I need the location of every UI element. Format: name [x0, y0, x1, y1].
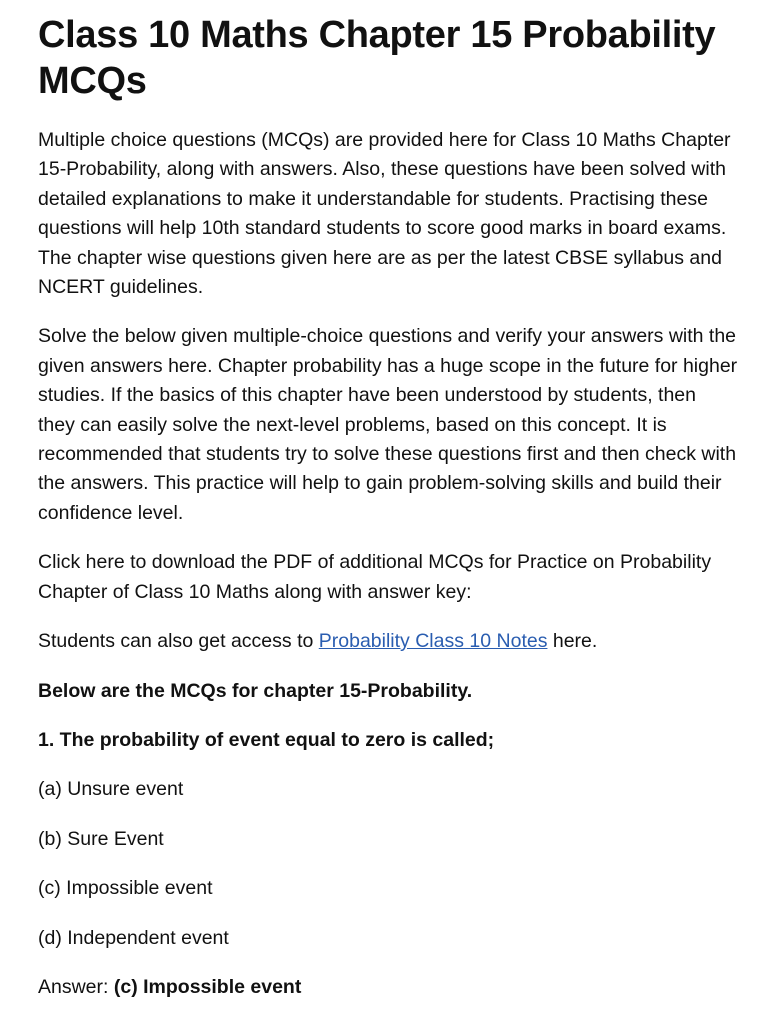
option-d: (d) Independent event	[38, 926, 229, 949]
intro-paragraph-1: Multiple choice questions (MCQs) are provided here for Class 10 Maths Chapter 15-Probability, along with answers. Also, these questions have been solved with detailed explanations to make it understandable for students. Practising these questions will help 10th standard students to score good marks in board exams. The chapter wise questions given here are as per the latest CBSE syllabus and NCERT guidelines.	[38, 129, 731, 299]
article	[38, 12, 738, 1022]
notes-prefix: Students can also get access to	[38, 630, 319, 653]
answer-value: (c) Impossible event	[113, 975, 302, 998]
option-b: (b) Sure Event	[38, 827, 164, 850]
download-paragraph: Click here to download the PDF of additional MCQs for Practice on Probability Chapter of Class 10 Maths along with answer key:	[38, 551, 712, 603]
page-title: Class 10 Maths Chapter 15 Probability MCQs	[38, 14, 716, 102]
notes-suffix: here.	[547, 630, 598, 653]
option-c: (c) Impossible event	[38, 877, 213, 900]
mcq-heading: Below are the MCQs for chapter 15-Probability.	[38, 679, 473, 702]
answer-label: Answer:	[38, 975, 114, 998]
answer-line	[38, 973, 738, 1002]
option-a: (a) Unsure event	[38, 778, 184, 801]
intro-paragraph-2: Solve the below given multiple-choice questions and verify your answers with the given answers here. Chapter probability has a huge scope in the future for higher studies. If the basics of this chapter have been understood by students, then they can easily solve the next-level problems, based on this concept. It is recommended that students try to solve these questions first and then check with the answers. This practice will help to gain problem-solving skills and build their confidence level.	[38, 325, 738, 524]
question-1: 1. The probability of event equal to zero is called;	[38, 728, 495, 751]
notes-link[interactable]: Probability Class 10 Notes	[318, 630, 548, 653]
notes-paragraph	[38, 627, 738, 656]
